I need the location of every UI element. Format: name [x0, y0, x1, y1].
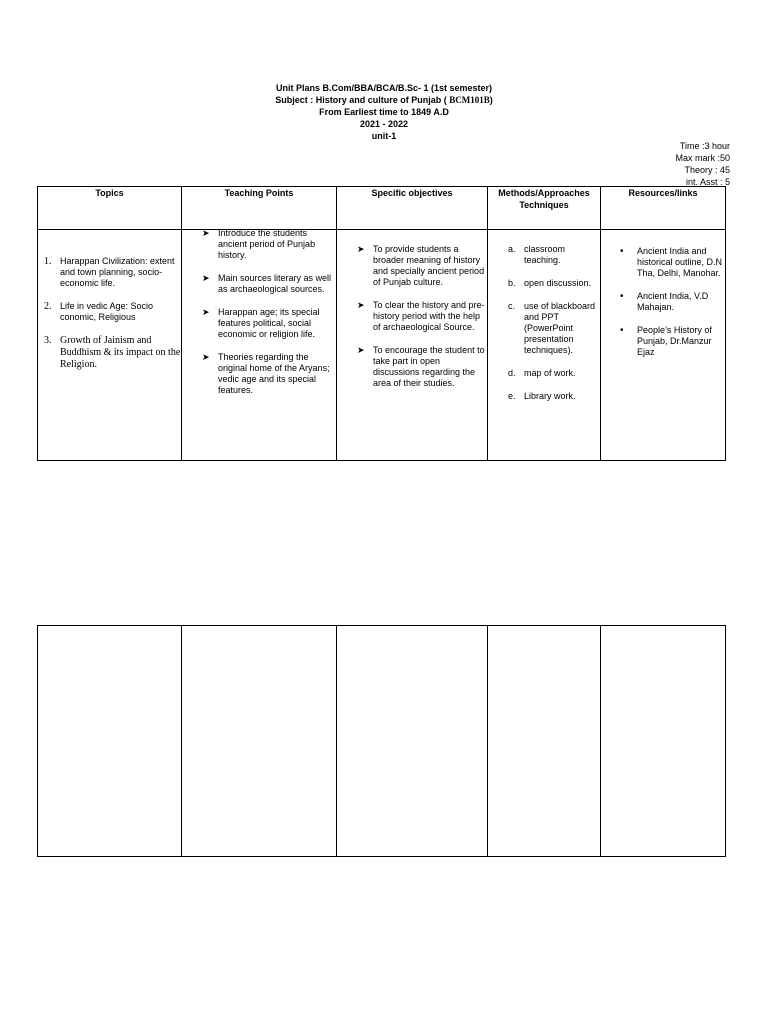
- arrow-bullet-icon: ➤: [202, 352, 210, 362]
- resource-text: People’s History of Punjab, Dr.Manzur Ejaz: [637, 325, 712, 357]
- list-item: [357, 345, 487, 389]
- header-subject-prefix: Subject : History and culture of Punjab (: [275, 95, 450, 105]
- header-session: 2021 - 2022: [359, 119, 409, 129]
- meta-int-asst: int. Asst : 5: [685, 177, 730, 187]
- table-header-row: [38, 187, 726, 230]
- header-methods-line1: Methods/Approaches: [498, 188, 590, 198]
- list-item: [508, 368, 600, 379]
- header-subject: [0, 94, 768, 106]
- topic-text: Life in vedic Age: Socio conomic, Religious: [60, 301, 154, 322]
- objective-text: To provide students a broader meaning of history and specially ancient period of Punjab culture.: [373, 244, 485, 287]
- header-methods-line2: Techniques: [519, 200, 569, 210]
- teaching-point-text: Harappan age; its special features political, social economic or religion life.: [218, 307, 320, 339]
- list-item: [202, 307, 336, 340]
- item-number: 1.: [44, 256, 52, 267]
- header-title: Unit Plans B.Com/BBA/BCA/B.Sc- 1 (1st semester): [275, 83, 493, 93]
- header-topics: Topics: [38, 187, 182, 230]
- table-row: [38, 626, 726, 857]
- document-header: [0, 82, 768, 142]
- list-item: [202, 273, 336, 295]
- table-row: [38, 230, 726, 461]
- method-text: map of work.: [524, 368, 576, 378]
- list-item: [357, 300, 487, 333]
- meta-time: Time :3 hour: [679, 141, 730, 151]
- header-period: From Earliest time to 1849 A.D: [319, 107, 449, 117]
- item-letter: a.: [508, 244, 516, 254]
- unit-plan-table: [37, 186, 726, 461]
- arrow-bullet-icon: ➤: [357, 244, 365, 254]
- method-text: use of blackboard and PPT (PowerPoint presentation techniques).: [524, 301, 596, 355]
- teaching-point-text: Main sources literary as well as archaeological sources.: [218, 273, 332, 294]
- blank-cell: [38, 626, 182, 857]
- topics-cell: [38, 230, 182, 461]
- resource-text: Ancient India and historical outline, D.N Tha, Delhi, Manohar.: [637, 246, 723, 278]
- item-letter: e.: [508, 391, 516, 401]
- topic-text: Growth of Jainism and Buddhism & its impact on the Religion.: [60, 335, 181, 370]
- resource-text: Ancient India, V.D Mahajan.: [637, 291, 709, 312]
- blank-cell: [337, 626, 488, 857]
- list-item: [357, 244, 487, 288]
- list-item: [44, 256, 181, 289]
- header-objectives: Specific objectives: [337, 187, 488, 230]
- objectives-list: [337, 244, 487, 389]
- arrow-bullet-icon: ➤: [202, 307, 210, 317]
- blank-cell: [182, 626, 337, 857]
- item-number: 2.: [44, 301, 52, 312]
- blank-cell: [488, 626, 601, 857]
- arrow-bullet-icon: ➤: [202, 273, 210, 283]
- teaching-points-cell: [182, 230, 337, 461]
- header-methods: [488, 187, 601, 230]
- list-item: [508, 244, 600, 266]
- list-item: [202, 228, 336, 261]
- topics-list: [38, 256, 181, 371]
- item-letter: c.: [508, 301, 516, 311]
- list-item: [620, 246, 725, 279]
- header-subject-code: BCM101B: [449, 95, 490, 105]
- bullet-dot-icon: •: [620, 246, 624, 257]
- item-letter: b.: [508, 278, 516, 288]
- exam-meta: [675, 140, 730, 188]
- teaching-point-text: Theories regarding the original home of the Aryans; vedic age and its special features.: [218, 352, 330, 395]
- meta-theory: Theory : 45: [684, 165, 730, 175]
- list-item: [620, 291, 725, 313]
- item-letter: d.: [508, 368, 516, 378]
- list-item: [508, 278, 600, 289]
- objective-text: To clear the history and pre- history period with the help of archaeological Source.: [373, 300, 485, 332]
- blank-table: [37, 625, 726, 857]
- header-resources: Resources/links: [601, 187, 726, 230]
- resources-cell: [601, 230, 726, 461]
- list-item: [620, 325, 725, 358]
- methods-list: [488, 244, 600, 402]
- list-item: [202, 352, 336, 396]
- list-item: [508, 391, 600, 402]
- header-unit: unit-1: [371, 131, 397, 141]
- meta-max-mark: Max mark :50: [675, 153, 730, 163]
- objectives-cell: [337, 230, 488, 461]
- teaching-points-list: [182, 228, 336, 396]
- resources-list: [601, 246, 725, 358]
- list-item: [508, 301, 600, 356]
- methods-cell: [488, 230, 601, 461]
- header-teaching-points: Teaching Points: [182, 187, 337, 230]
- arrow-bullet-icon: ➤: [202, 228, 210, 238]
- topic-text: Harappan Civilization: extent and town planning, socio-economic life.: [60, 256, 175, 288]
- bullet-dot-icon: •: [620, 291, 624, 302]
- teaching-point-text: Introduce the students ancient period of Punjab history.: [218, 228, 316, 260]
- bullet-dot-icon: •: [620, 325, 624, 336]
- list-item: [44, 301, 181, 323]
- arrow-bullet-icon: ➤: [357, 345, 365, 355]
- method-text: classroom teaching.: [524, 244, 566, 265]
- method-text: Library work.: [524, 391, 576, 401]
- objective-text: To encourage the student to take part in open discussions regarding the area of their studies.: [373, 345, 485, 388]
- item-number: 3.: [44, 335, 52, 346]
- blank-cell: [601, 626, 726, 857]
- arrow-bullet-icon: ➤: [357, 300, 365, 310]
- list-item: [44, 335, 181, 371]
- header-subject-suffix: ): [489, 95, 493, 105]
- method-text: open discussion.: [524, 278, 592, 288]
